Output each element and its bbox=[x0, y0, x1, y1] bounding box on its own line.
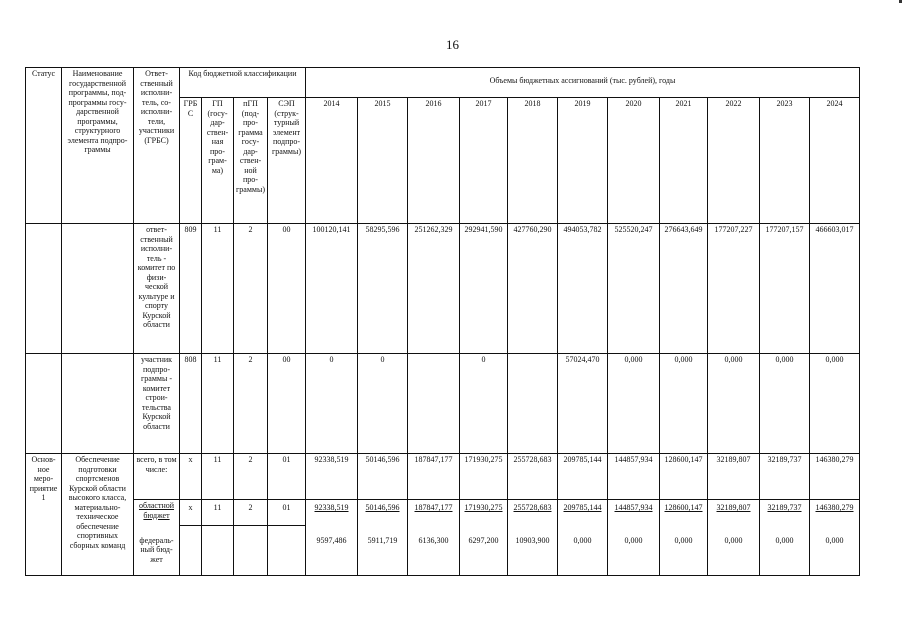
cell-value: 92338,519 bbox=[306, 454, 358, 500]
cell-responsible: всего, в том числе: bbox=[134, 454, 180, 500]
cell-pgp: 2 bbox=[234, 354, 268, 454]
header-year: 2024 bbox=[810, 98, 860, 224]
cell-value: 255728,683 bbox=[508, 500, 558, 526]
header-volumes-group: Объемы бюджетных ассигнований (тыс. рублей), годы bbox=[306, 68, 860, 98]
cell-value: 525520,247 bbox=[608, 224, 660, 354]
header-status: Статус bbox=[26, 68, 62, 224]
cell-responsible: федераль-ный бюд-жет bbox=[134, 526, 180, 576]
cell-gp: 11 bbox=[202, 500, 234, 526]
header-grbs: ГРБ С bbox=[180, 98, 202, 224]
cell-value: 292941,590 bbox=[460, 224, 508, 354]
header-pgp: пГП (под-про-грамма госу-дар-ствен-ной про-граммы) bbox=[234, 98, 268, 224]
cell-responsible: областной бюджет bbox=[134, 500, 180, 526]
cell-status bbox=[26, 224, 62, 354]
cell-pgp: 2 bbox=[234, 500, 268, 526]
cell-value: 6297,200 bbox=[460, 526, 508, 576]
cell-pgp: 2 bbox=[234, 224, 268, 354]
cell-value: 128600,147 bbox=[660, 454, 708, 500]
cell-name bbox=[62, 224, 134, 354]
table-row bbox=[26, 224, 860, 354]
cell-value: 209785,144 bbox=[558, 454, 608, 500]
cell-grbs bbox=[180, 526, 202, 576]
cell-sep: 01 bbox=[268, 454, 306, 500]
cell-value: 144857,934 bbox=[608, 454, 660, 500]
cell-grbs: х bbox=[180, 500, 202, 526]
cell-value: 58295,596 bbox=[358, 224, 408, 354]
cell-value: 32189,737 bbox=[760, 500, 810, 526]
cell-sep: 00 bbox=[268, 354, 306, 454]
cell-value: 50146,596 bbox=[358, 500, 408, 526]
header-code-group: Код бюджетной классификации bbox=[180, 68, 306, 98]
cell-value: 466603,017 bbox=[810, 224, 860, 354]
header-responsible: Ответ-ственный исполни-тель, со-исполни-тели, участники (ГРБС) bbox=[134, 68, 180, 224]
cell-value: 0,000 bbox=[708, 526, 760, 576]
cell-value: 0,000 bbox=[608, 526, 660, 576]
cell-value: 177207,157 bbox=[760, 224, 810, 354]
cell-value: 187847,177 bbox=[408, 500, 460, 526]
table-row bbox=[26, 500, 860, 526]
cell-value: 100120,141 bbox=[306, 224, 358, 354]
scan-mark bbox=[899, 0, 902, 3]
table-row bbox=[26, 526, 860, 576]
cell-value: 146380,279 bbox=[810, 500, 860, 526]
header-row bbox=[26, 68, 860, 98]
cell-value: 50146,596 bbox=[358, 454, 408, 500]
cell-pgp bbox=[234, 526, 268, 576]
cell-value: 0,000 bbox=[708, 354, 760, 454]
header-year: 2020 bbox=[608, 98, 660, 224]
cell-gp: 11 bbox=[202, 454, 234, 500]
cell-value: 427760,290 bbox=[508, 224, 558, 354]
header-year: 2019 bbox=[558, 98, 608, 224]
cell-value: 128600,147 bbox=[660, 500, 708, 526]
cell-value: 0,000 bbox=[760, 354, 810, 454]
cell-value: 494053,782 bbox=[558, 224, 608, 354]
cell-value: 10903,900 bbox=[508, 526, 558, 576]
header-year: 2021 bbox=[660, 98, 708, 224]
cell-sep: 00 bbox=[268, 224, 306, 354]
cell-value: 0,000 bbox=[660, 354, 708, 454]
cell-name bbox=[62, 354, 134, 454]
cell-value: 0,000 bbox=[558, 526, 608, 576]
cell-gp: 11 bbox=[202, 224, 234, 354]
cell-value: 32189,807 bbox=[708, 500, 760, 526]
header-year: 2018 bbox=[508, 98, 558, 224]
header-year: 2023 bbox=[760, 98, 810, 224]
header-year: 2016 bbox=[408, 98, 460, 224]
cell-value: 0 bbox=[358, 354, 408, 454]
cell-value: 255728,683 bbox=[508, 454, 558, 500]
cell-value: 276643,649 bbox=[660, 224, 708, 354]
cell-value: 5911,719 bbox=[358, 526, 408, 576]
cell-gp bbox=[202, 526, 234, 576]
cell-value: 177207,227 bbox=[708, 224, 760, 354]
cell-value: 32189,737 bbox=[760, 454, 810, 500]
page-number: 16 bbox=[446, 37, 459, 52]
cell-value: 0,000 bbox=[608, 354, 660, 454]
cell-value: 92338,519 bbox=[306, 500, 358, 526]
table-row bbox=[26, 454, 860, 500]
cell-responsible: участник подпро-граммы - комитет строи-тельства Курской области bbox=[134, 354, 180, 454]
header-year: 2014 bbox=[306, 98, 358, 224]
cell-value: 0 bbox=[460, 354, 508, 454]
cell-value: 6136,300 bbox=[408, 526, 460, 576]
cell-value: 32189,807 bbox=[708, 454, 760, 500]
cell-value: 171930,275 bbox=[460, 500, 508, 526]
header-year: 2015 bbox=[358, 98, 408, 224]
cell-status bbox=[26, 354, 62, 454]
header-gp: ГП (госу-дар-ствен-ная про-грам-ма) bbox=[202, 98, 234, 224]
cell-value: 0 bbox=[306, 354, 358, 454]
cell-value: 146380,279 bbox=[810, 454, 860, 500]
table-row bbox=[26, 354, 860, 454]
cell-value: 9597,486 bbox=[306, 526, 358, 576]
header-year: 2017 bbox=[460, 98, 508, 224]
cell-value: 209785,144 bbox=[558, 500, 608, 526]
cell-sep bbox=[268, 526, 306, 576]
cell-grbs: 809 bbox=[180, 224, 202, 354]
cell-sep: 01 bbox=[268, 500, 306, 526]
cell-value: 251262,329 bbox=[408, 224, 460, 354]
cell-name: Обеспечение подготовки спортсменов Курской области высокого класса, материально-техническое обеспечение спортивных сборных команд bbox=[62, 454, 134, 576]
cell-value: 0,000 bbox=[810, 526, 860, 576]
cell-value: 0,000 bbox=[660, 526, 708, 576]
header-year: 2022 bbox=[708, 98, 760, 224]
cell-grbs: 808 bbox=[180, 354, 202, 454]
cell-value: 171930,275 bbox=[460, 454, 508, 500]
cell-grbs: х bbox=[180, 454, 202, 500]
budget-table bbox=[25, 67, 860, 576]
cell-value: 0,000 bbox=[760, 526, 810, 576]
cell-value: 144857,934 bbox=[608, 500, 660, 526]
cell-value: 187847,177 bbox=[408, 454, 460, 500]
cell-gp: 11 bbox=[202, 354, 234, 454]
cell-status: Основ-ное меро-приятие 1 bbox=[26, 454, 62, 576]
cell-responsible: ответ-ственный исполни-тель - комитет по физи-ческой культуре и спорту Курской области bbox=[134, 224, 180, 354]
cell-value: 57024,470 bbox=[558, 354, 608, 454]
cell-value bbox=[508, 354, 558, 454]
cell-value: 0,000 bbox=[810, 354, 860, 454]
header-name: Наименование государственной программы, под-программы госу-дарственной программы, структурного элемента подпро-граммы bbox=[62, 68, 134, 224]
cell-pgp: 2 bbox=[234, 454, 268, 500]
header-sep: СЭП (струк-турный элемент подпро-граммы) bbox=[268, 98, 306, 224]
cell-value bbox=[408, 354, 460, 454]
